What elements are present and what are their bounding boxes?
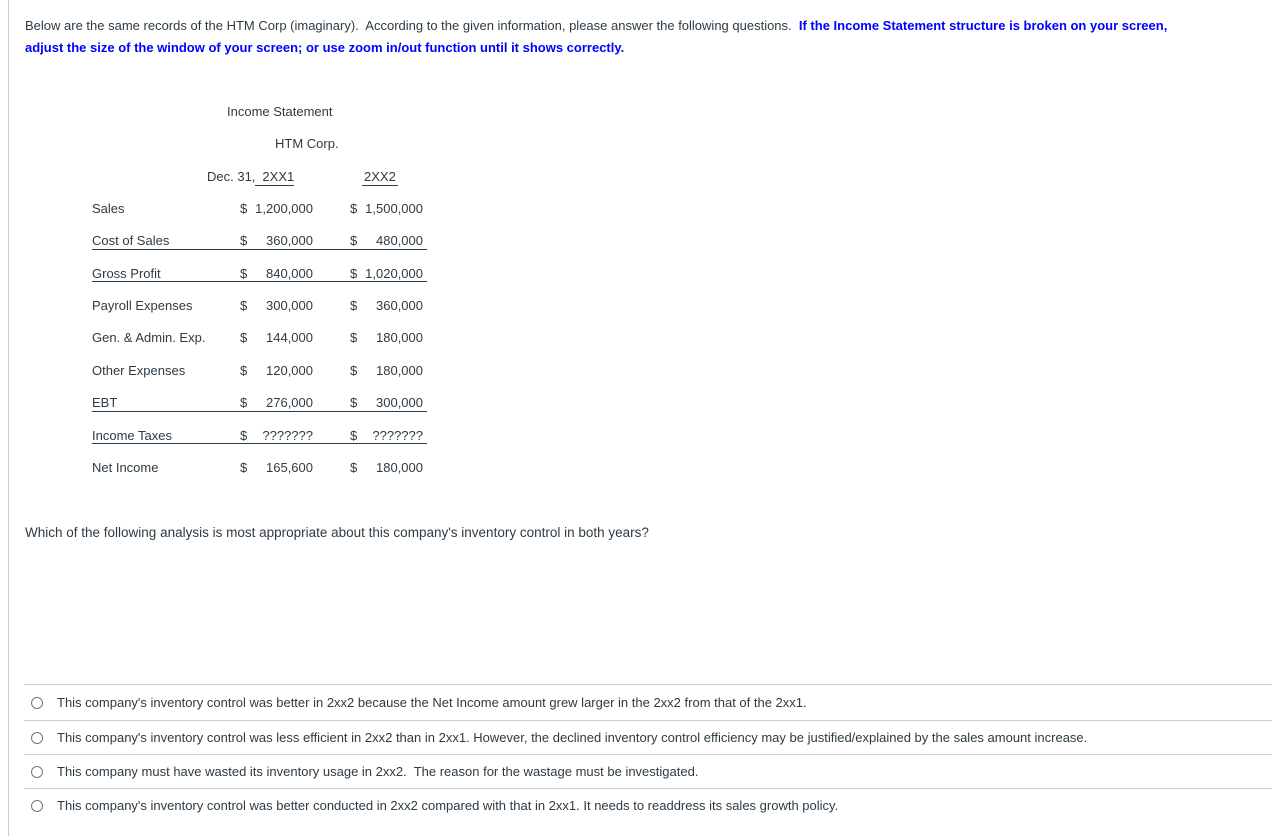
company-name: HTM Corp. [275, 136, 339, 152]
amount: 360,000 [376, 298, 423, 314]
option-label[interactable]: This company's inventory control was better conducted in 2xx2 compared with that in 2xx1. It needs to readdress its sales growth policy. [57, 797, 839, 813]
question-instructions [25, 15, 1260, 59]
answer-option-2[interactable] [24, 720, 1272, 754]
row-underline [92, 281, 427, 282]
amount: 840,000 [266, 265, 313, 281]
year1-amount [240, 428, 313, 443]
statement-row-ebt [92, 387, 425, 419]
dollar-sign: $ [240, 265, 248, 281]
statement-year-header [92, 160, 425, 192]
instructions-highlight-line1: If the Income Statement structure is broken on your screen, [798, 18, 1168, 33]
dollar-sign: $ [240, 395, 248, 411]
question-text: Which of the following analysis is most appropriate about this company's inventory control in both years? [25, 525, 649, 540]
amount: 1,020,000 [365, 265, 423, 281]
amount: 180,000 [376, 362, 423, 378]
amount: ??????? [372, 427, 423, 443]
year2-amount [350, 233, 423, 248]
dollar-sign: $ [350, 330, 358, 346]
amount: 480,000 [376, 233, 423, 249]
year1-amount [240, 298, 313, 313]
year2-amount [350, 330, 423, 345]
date-prefix: Dec. 31, [207, 168, 256, 184]
row-label: Sales [92, 200, 125, 216]
dollar-sign: $ [240, 459, 248, 475]
year2-amount [350, 298, 423, 313]
statement-row-payroll-expenses [92, 289, 425, 321]
row-label: Net Income [92, 459, 159, 475]
statement-row-net-income [92, 451, 425, 483]
amount: 300,000 [266, 298, 313, 314]
dollar-sign: $ [350, 362, 358, 378]
statement-row-other-expenses [92, 354, 425, 386]
amount: 300,000 [376, 395, 423, 411]
dollar-sign: $ [350, 265, 358, 281]
option-label[interactable]: This company's inventory control was less efficient in 2xx2 than in 2xx1. However, the declined inventory control efficiency may be justified/explained by the sales amount increase. [57, 729, 1088, 745]
row-underline [92, 249, 427, 250]
radio-button-icon[interactable] [31, 732, 43, 744]
year2-amount [350, 428, 423, 443]
dollar-sign: $ [350, 298, 358, 314]
year1-amount [240, 201, 313, 216]
radio-button-icon[interactable] [31, 697, 43, 709]
dollar-sign: $ [240, 200, 248, 216]
dollar-sign: $ [350, 427, 358, 443]
amount: 1,200,000 [255, 200, 313, 216]
row-label: Payroll Expenses [92, 298, 193, 314]
option-label[interactable]: This company must have wasted its inventory usage in 2xx2. The reason for the wastage must be investigated. [57, 763, 699, 779]
income-statement [92, 95, 425, 484]
amount: 144,000 [266, 330, 313, 346]
year2-amount [350, 460, 423, 475]
dollar-sign: $ [240, 427, 248, 443]
year2-header: 2XX2 [364, 168, 396, 184]
statement-title: Income Statement [227, 103, 333, 119]
year2-amount [350, 266, 423, 281]
answer-options [24, 684, 1272, 822]
instructions-text: Below are the same records of the HTM Corp (imaginary). According to the given information, please answer the following questions. [25, 18, 799, 33]
dollar-sign: $ [240, 298, 248, 314]
page-left-border [8, 0, 9, 836]
statement-row-gross-profit [92, 257, 425, 289]
radio-button-icon[interactable] [31, 766, 43, 778]
row-label: Income Taxes [92, 427, 172, 443]
dollar-sign: $ [350, 459, 358, 475]
dollar-sign: $ [350, 233, 358, 249]
statement-row-cost-of-sales [92, 225, 425, 257]
year1-amount [240, 363, 313, 378]
radio-button-icon[interactable] [31, 800, 43, 812]
year2-amount [350, 395, 423, 410]
dollar-sign: $ [350, 200, 358, 216]
year1-amount [240, 460, 313, 475]
dollar-sign: $ [240, 233, 248, 249]
amount: 276,000 [266, 395, 313, 411]
amount: 120,000 [266, 362, 313, 378]
amount: 180,000 [376, 459, 423, 475]
row-label: Cost of Sales [92, 233, 170, 249]
statement-row-sales [92, 192, 425, 224]
year1-amount [240, 233, 313, 248]
dollar-sign: $ [240, 330, 248, 346]
row-underline [92, 443, 427, 444]
amount: ??????? [262, 427, 313, 443]
option-label[interactable]: This company's inventory control was better in 2xx2 because the Net Income amount grew larger in the 2xx2 from that of the 2xx1. [57, 694, 807, 710]
year1-amount [240, 266, 313, 281]
row-label: Gen. & Admin. Exp. [92, 330, 206, 346]
answer-option-3[interactable] [24, 754, 1272, 788]
answer-option-4[interactable] [24, 788, 1272, 822]
row-label: EBT [92, 395, 118, 411]
amount: 1,500,000 [365, 200, 423, 216]
year1-amount [240, 330, 313, 345]
statement-row-income-taxes [92, 419, 425, 451]
dollar-sign: $ [350, 395, 358, 411]
year2-amount [350, 363, 423, 378]
year2-amount [350, 201, 423, 216]
amount: 165,600 [266, 459, 313, 475]
dollar-sign: $ [240, 362, 248, 378]
year1-amount [240, 395, 313, 410]
row-label: Gross Profit [92, 265, 161, 281]
amount: 360,000 [266, 233, 313, 249]
instructions-highlight-line2: adjust the size of the window of your screen; or use zoom in/out function until it shows correctly. [25, 40, 625, 55]
row-underline [92, 411, 427, 412]
answer-option-1[interactable] [24, 684, 1272, 720]
amount: 180,000 [376, 330, 423, 346]
statement-row-gen-admin-exp [92, 322, 425, 354]
year1-header: 2XX1 [255, 169, 294, 186]
row-label: Other Expenses [92, 362, 186, 378]
